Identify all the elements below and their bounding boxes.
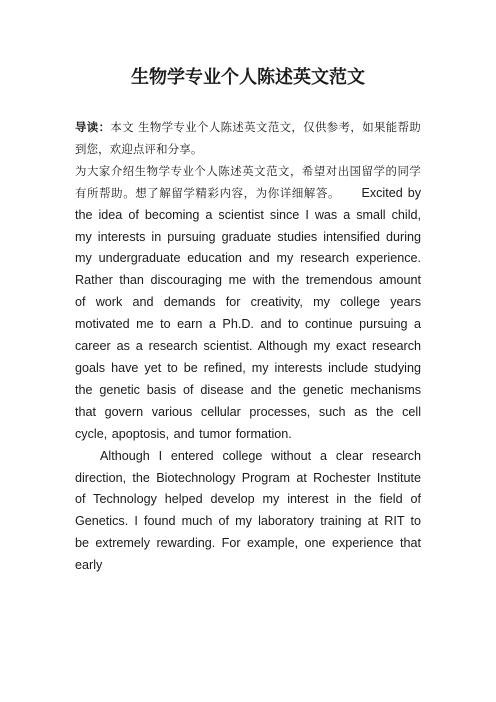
lead-text: 本文 生物学专业个人陈述英文范文，仅供参考，如果能帮助到您，欢迎点评和分享。 bbox=[75, 120, 421, 156]
paragraph-1: Excited by the idea of becoming a scientist since I was a small child, my interests in pursuing graduate studies intensified during my undergraduate education and my research experience. Rather than discouraging me with the tremendous amount of work and demands for creativity, my college years motivated me to earn a Ph.D. and to continue pursuing a career as a research scientist. Although my exact research goals have yet to be refined, my interests include studying the genetic basis of disease and the genetic mechanisms that govern various cellular processes, such as the cell cycle, apoptosis, and tumor formation. bbox=[75, 185, 421, 441]
lead-paragraph bbox=[75, 117, 421, 161]
document-title: 生物学专业个人陈述英文范文 bbox=[131, 67, 365, 88]
lead-label: 导读： bbox=[75, 120, 111, 134]
intro-text-cn: 为大家介绍生物学专业个人陈述英文范文，希望对出国留学的同学有所帮助。想了解留学精彩内容，为你详细解答。 bbox=[75, 163, 421, 200]
document-body bbox=[75, 117, 421, 577]
paragraph-2: Although I entered college without a clear research direction, the Biotechnology Program at Rochester Institute of Technology helped develop my interest in the field of Genetics. I found much of my laboratory training at RIT to be extremely rewarding. For example, one experience that early bbox=[75, 448, 421, 573]
intro-paragraph bbox=[75, 161, 421, 446]
